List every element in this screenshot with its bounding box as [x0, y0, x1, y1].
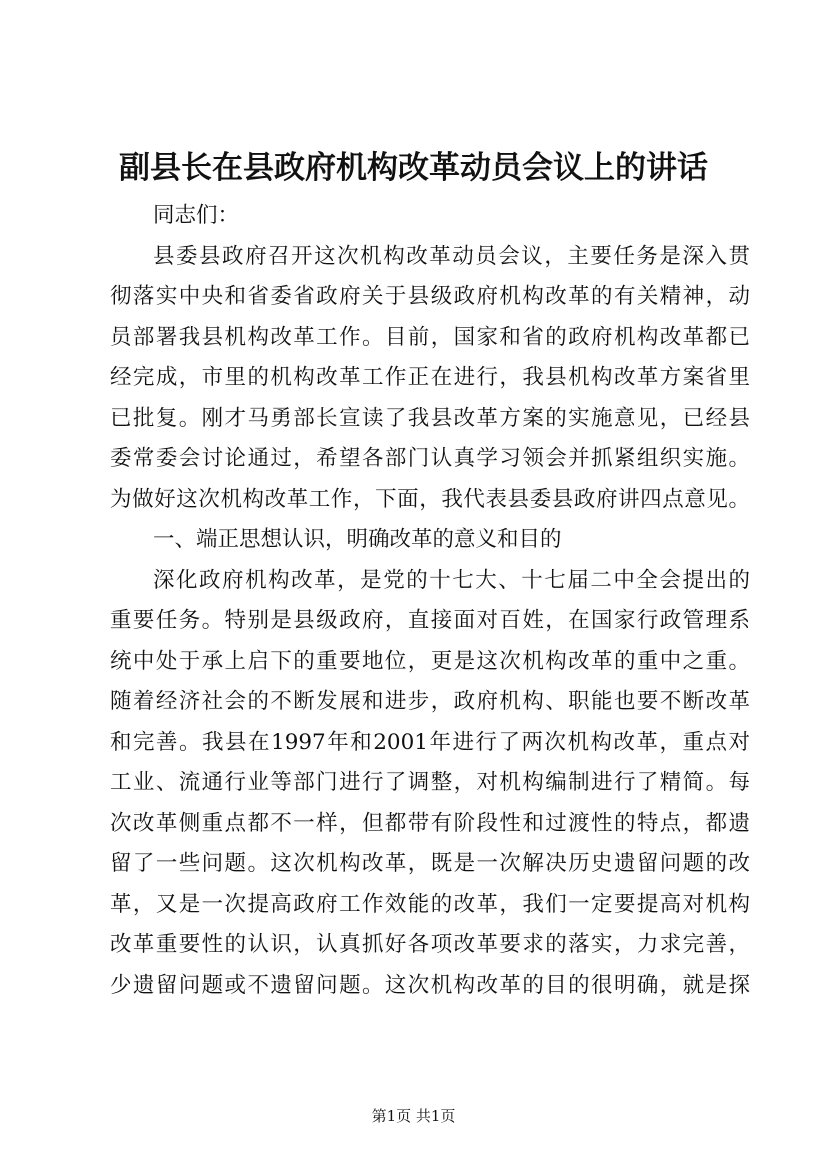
text-line: 同志们： [153, 203, 240, 228]
text-line: 次改革侧重点都不一样，但都带有阶段性和过渡性的特点，都遗 [110, 810, 750, 836]
text-line: 统中处于承上启下的重要地位，更是这次机构改革的重中之重。 [110, 648, 750, 674]
text-line: 重要任务。特别是县级政府，直接面对百姓，在国家行政管理系 [110, 608, 750, 633]
text-line: 留了一些问题。这次机构改革，既是一次解决历史遗留问题的改 [110, 851, 750, 876]
text-line: 已批复。刚才马勇部长宣读了我县改革方案的实施意见，已经县 [110, 405, 750, 431]
text-line: 改革重要性的认识，认真抓好各项改革要求的落实，力求完善， [110, 932, 750, 957]
text-line: 经完成，市里的机构改革工作正在进行，我县机构改革方案省里 [110, 365, 750, 390]
document-body [110, 196, 750, 1006]
text-line: 随着经济社会的不断发展和进步，政府机构、职能也要不断改革 [110, 689, 750, 714]
text-line: 和完善。我县在1997年和2001年进行了两次机构改革，重点对 [110, 729, 750, 755]
text-line: 少遗留问题或不遗留问题。这次机构改革的目的很明确，就是探 [110, 972, 750, 998]
text-line: 一、端正思想认识，明确改革的意义和目的 [153, 527, 562, 552]
text-line: 革，又是一次提高政府工作效能的改革，我们一定要提高对机构 [110, 891, 750, 917]
text-line: 深化政府机构改革，是党的十七大、十七届二中全会提出的 [153, 567, 750, 593]
text-line: 员部署我县机构改革工作。目前，国家和省的政府机构改革都已 [110, 324, 750, 350]
document-title: 副县长在县政府机构改革动员会议上的讲话 [119, 150, 708, 186]
page-number-footer: 第1页 共1页 [371, 1107, 456, 1125]
text-line: 彻落实中央和省委省政府关于县级政府机构改革的有关精神，动 [110, 284, 750, 309]
text-line: 委常委会讨论通过，希望各部门认真学习领会并抓紧组织实施。 [110, 446, 750, 471]
text-line: 为做好这次机构改革工作，下面，我代表县委县政府讲四点意见。 [110, 486, 750, 512]
text-line: 工业、流通行业等部门进行了调整，对机构编制进行了精简。每 [110, 770, 750, 795]
text-line: 县委县政府召开这次机构改革动员会议，主要任务是深入贯 [153, 243, 750, 269]
